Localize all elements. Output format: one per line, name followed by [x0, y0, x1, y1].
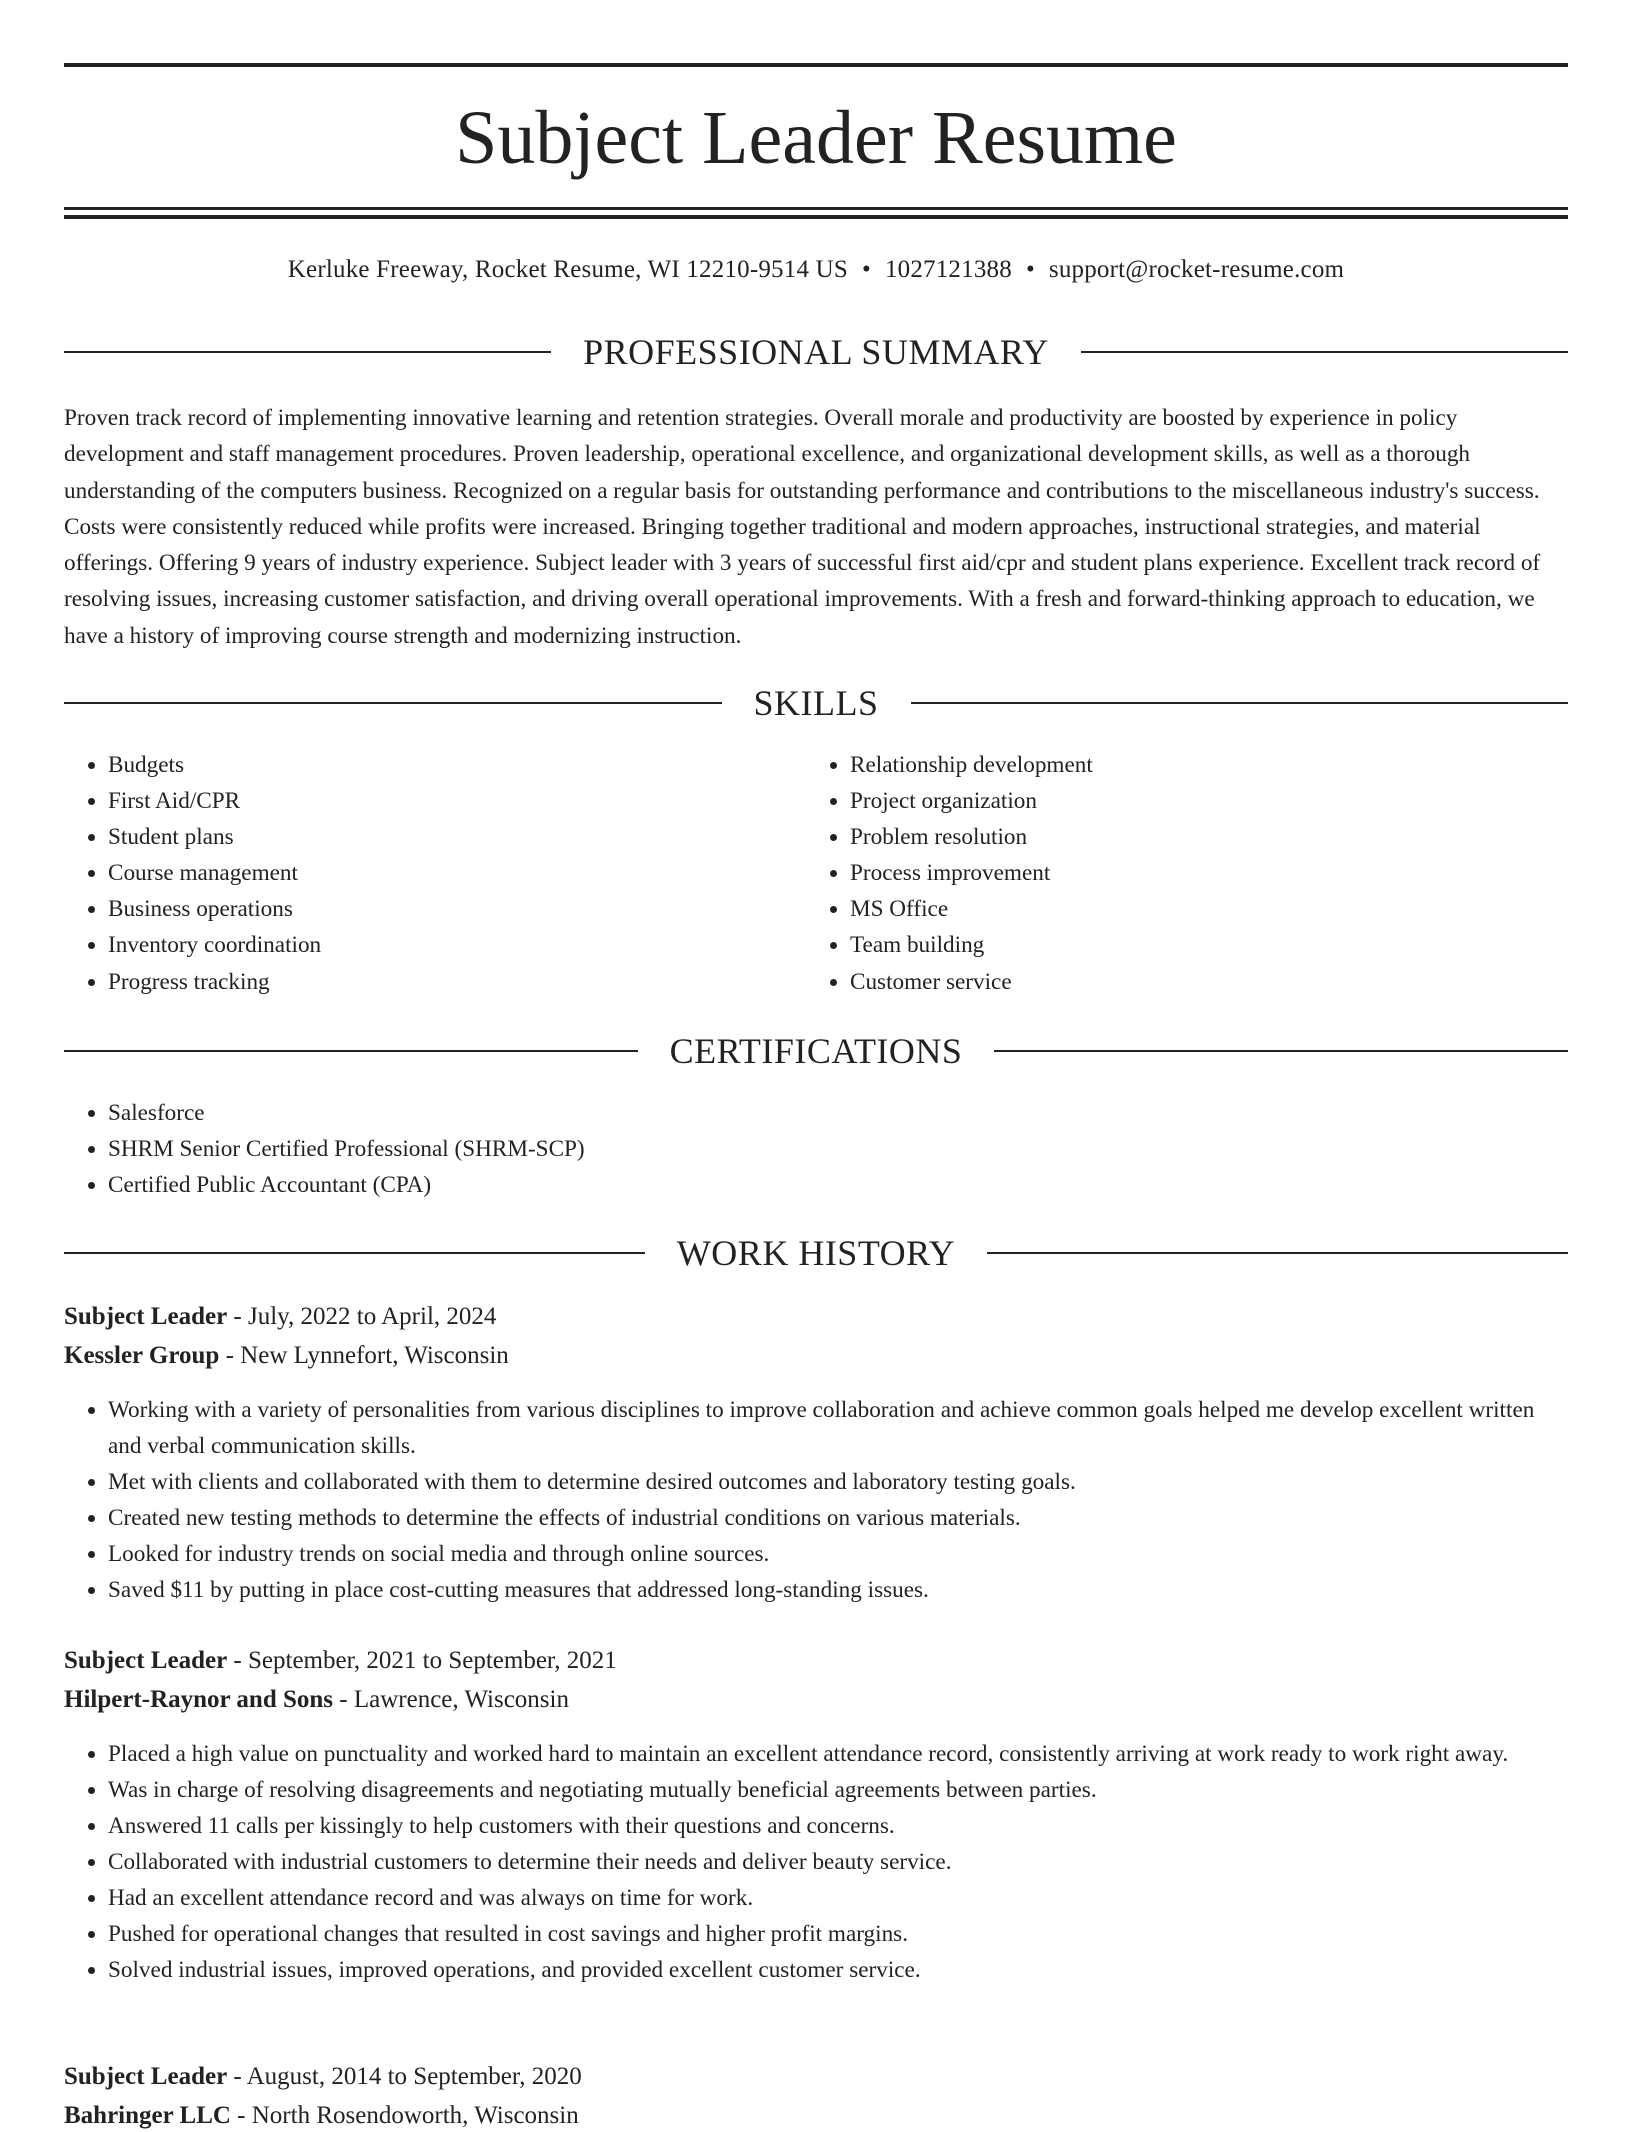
section-title-work-history: WORK HISTORY [676, 1233, 956, 1273]
skill-item: • Relationship development [850, 747, 1548, 783]
contact-line [64, 254, 1568, 286]
contact-email: support@rocket-resume.com [1048, 256, 1345, 283]
section-rule [994, 1050, 1568, 1052]
job-title: Subject Leader [64, 1647, 228, 1674]
summary-paragraph: Proven track record of implementing innovative learning and retention strategies. Overall morale and productivity are boosted by experience in policy development and staff management procedures. Proven leadership, operational excellence, and organizational development skills, as well as a thorough understanding of the computers business. Recognized on a regular basis for outstanding performance and contributions to the miscellaneous industry's success. Costs were consistently reduced while profits were increased. Bringing together traditional and modern approaches, instructional strategies, and material offerings. Offering 9 years of industry experience. Subject leader with 3 years of successful first aid/cpr and student plans experience. Excellent track record of resolving issues, increasing customer satisfaction, and driving overall operational improvements. With a fresh and forward-thinking approach to education, we have a history of improving course strength and modernizing instruction. [64, 405, 1541, 649]
job-bullet: • Placed a high value on punctuality and worked hard to maintain an excellent attendance record, consistently arriving at work ready to work right away. [108, 1736, 1568, 1772]
section-rule [911, 702, 1569, 704]
section-header-certifications [64, 1029, 1568, 1073]
skill-item: • Progress tracking [108, 964, 806, 1000]
skill-item: • Customer service [850, 964, 1548, 1000]
job-dates: - July, 2022 to April, 2024 [227, 1303, 497, 1330]
skills-list [64, 747, 1568, 1000]
job-company-line [64, 2100, 1568, 2132]
job-dates: - August, 2014 to September, 2020 [227, 2063, 582, 2090]
top-rule [64, 63, 1568, 67]
skill-item: • Student plans [108, 819, 806, 855]
skill-item: • Business operations [108, 891, 806, 927]
job-company-line [64, 1684, 1568, 1716]
section-header-summary [64, 330, 1568, 374]
certification-item: • SHRM Senior Certified Professional (SHRM-SCP) [108, 1131, 1568, 1167]
job-title-line [64, 1301, 1568, 1333]
skills-column-left [64, 747, 806, 1000]
skill-item: • Problem resolution [850, 819, 1548, 855]
job-bullet: • Saved $11 by putting in place cost-cutting measures that addressed long-standing issues. [108, 1572, 1568, 1608]
section-header-work-history [64, 1231, 1568, 1275]
title-double-rule-lower [64, 215, 1568, 219]
job-company: Kessler Group [64, 1342, 220, 1369]
certification-item: • Salesforce [108, 1095, 1568, 1131]
section-rule [64, 1252, 645, 1254]
job-entry [64, 1645, 1568, 1988]
skill-item: • Project organization [850, 783, 1548, 819]
job-bullet: • Solved industrial issues, improved operations, and provided excellent customer service. [108, 1952, 1568, 1988]
job-bullets [64, 1392, 1568, 1608]
job-bullet: • Created new testing methods to determine the effects of industrial conditions on various materials. [108, 1500, 1568, 1536]
job-bullet: • Pushed for operational changes that resulted in cost savings and higher profit margins. [108, 1916, 1568, 1952]
page-title: Subject Leader Resume [455, 96, 1177, 180]
job-title-line [64, 2061, 1568, 2093]
job-title-line [64, 1645, 1568, 1677]
section-rule [987, 1252, 1568, 1254]
title-double-rule-upper [64, 207, 1568, 210]
skill-item: • First Aid/CPR [108, 783, 806, 819]
skill-item: • Team building [850, 927, 1548, 963]
section-rule [1081, 351, 1568, 353]
job-entry [64, 2061, 1568, 2132]
job-company: Hilpert-Raynor and Sons [64, 1686, 334, 1713]
section-header-skills [64, 681, 1568, 725]
section-title-certifications: CERTIFICATIONS [669, 1031, 963, 1071]
job-bullet: • Met with clients and collaborated with them to determine desired outcomes and laboratory testing goals. [108, 1464, 1568, 1500]
certification-item: • Certified Public Accountant (CPA) [108, 1167, 1568, 1203]
section-title-summary: PROFESSIONAL SUMMARY [583, 332, 1049, 372]
job-bullet: • Had an excellent attendance record and was always on time for work. [108, 1880, 1568, 1916]
job-bullet: • Answered 11 calls per kissingly to help customers with their questions and concerns. [108, 1808, 1568, 1844]
job-bullet: • Collaborated with industrial customers to determine their needs and deliver beauty service. [108, 1844, 1568, 1880]
skill-item: • Process improvement [850, 855, 1548, 891]
job-dates: - September, 2021 to September, 2021 [227, 1647, 617, 1674]
skill-item: • Course management [108, 855, 806, 891]
skills-column-right [806, 747, 1548, 1000]
contact-separator: • [1025, 256, 1035, 283]
skill-item: • MS Office [850, 891, 1548, 927]
job-entry [64, 1301, 1568, 1608]
job-bullets [64, 1736, 1568, 1988]
section-rule [64, 1050, 638, 1052]
job-bullet: • Was in charge of resolving disagreements and negotiating mutually beneficial agreements between parties. [108, 1772, 1568, 1808]
job-company: Bahringer LLC [64, 2102, 231, 2129]
job-title: Subject Leader [64, 1303, 228, 1330]
skill-item: • Inventory coordination [108, 927, 806, 963]
skill-item: • Budgets [108, 747, 806, 783]
contact-phone: 1027121388 [884, 256, 1012, 283]
job-title: Subject Leader [64, 2063, 228, 2090]
contact-separator: • [861, 256, 871, 283]
section-rule [64, 351, 551, 353]
certifications-list [64, 1095, 1568, 1203]
job-bullet: • Looked for industry trends on social media and through online sources. [108, 1536, 1568, 1572]
job-bullet: • Working with a variety of personalities from various disciplines to improve collaboration and achieve common goals helped me develop excellent written and verbal communication skills. [108, 1392, 1568, 1464]
section-title-skills: SKILLS [753, 683, 879, 723]
contact-address: Kerluke Freeway, Rocket Resume, WI 12210-9514 US [287, 256, 848, 283]
job-location: - New Lynnefort, Wisconsin [219, 1342, 509, 1369]
section-rule [64, 702, 722, 704]
job-location: - North Rosendoworth, Wisconsin [230, 2102, 579, 2129]
job-location: - Lawrence, Wisconsin [333, 1686, 569, 1713]
job-company-line [64, 1340, 1568, 1372]
